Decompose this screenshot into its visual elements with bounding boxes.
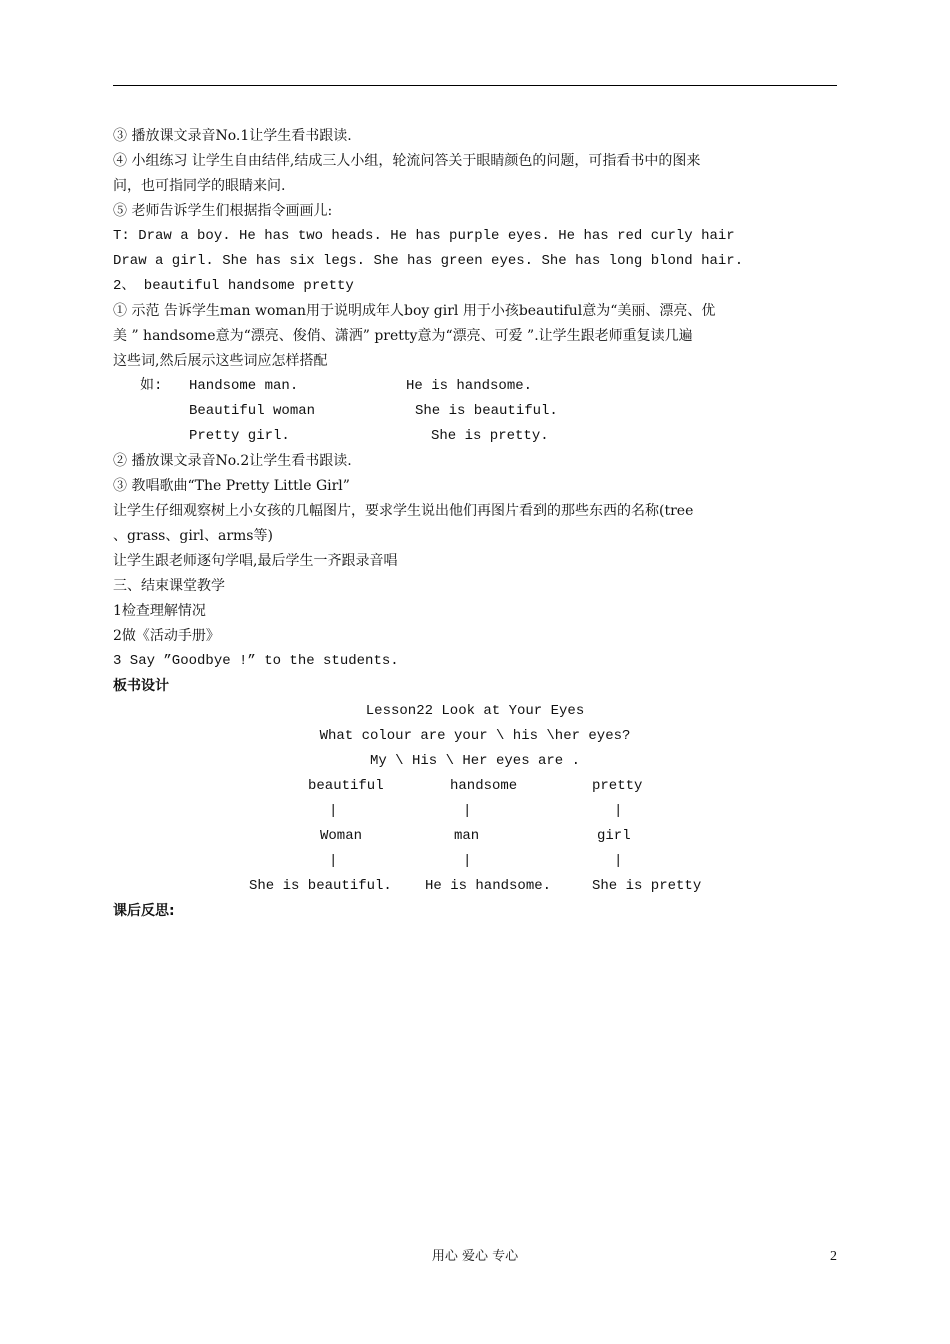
- board-connector: |: [463, 853, 472, 869]
- board-adjective: pretty: [592, 778, 643, 794]
- reflection-heading: 课后反思:: [113, 903, 175, 919]
- text-line: 2、 beautiful handsome pretty: [113, 278, 354, 294]
- section-heading: 三、结束课堂教学: [113, 578, 225, 594]
- board-noun: Woman: [320, 828, 363, 844]
- example-right: She is pretty.: [431, 428, 549, 444]
- board-noun: girl: [597, 828, 631, 844]
- board-sentence: She is pretty: [592, 878, 702, 894]
- board-title: Lesson22 Look at Your Eyes: [365, 703, 585, 719]
- text-line: Draw a girl. She has six legs. She has green eyes. She has long blond hair.: [113, 253, 744, 269]
- board-noun: man: [454, 828, 480, 844]
- text-line: 问，也可指同学的眼睛来问.: [113, 178, 286, 194]
- header-rule: [113, 85, 837, 86]
- text-line: ① 示范 告诉学生man woman用于说明成年人boy girl 用于小孩beautiful意为“美丽、漂亮、优: [113, 303, 716, 319]
- text-line: 让学生跟老师逐句学唱,最后学生一齐跟录音唱: [113, 553, 398, 569]
- board-connector: |: [329, 853, 338, 869]
- board-question: What colour are your \ his \her eyes?: [319, 728, 631, 744]
- example-left: Pretty girl.: [189, 428, 290, 444]
- text-line: 、grass、girl、arms等): [113, 528, 273, 544]
- example-left: Beautiful woman: [189, 403, 316, 419]
- page-footer: 用心 爱心 专心: [431, 1249, 519, 1264]
- board-adjective: handsome: [450, 778, 518, 794]
- text-line: 1检查理解情况: [113, 603, 206, 619]
- board-connector: |: [614, 803, 623, 819]
- board-connector: |: [614, 853, 623, 869]
- board-connector: |: [463, 803, 472, 819]
- text-line: ② 播放课文录音No.2让学生看书跟读.: [113, 453, 352, 469]
- board-sentence: She is beautiful.: [249, 878, 392, 894]
- text-line: 美 ” handsome意为“漂亮、俊俏、潇洒” pretty意为“漂亮、可爱 ”.让学生跟老师重复读几遍: [113, 328, 693, 344]
- text-line: 2做《活动手册》: [113, 628, 220, 644]
- example-right: She is beautiful.: [415, 403, 558, 419]
- page-number: 2: [830, 1249, 837, 1264]
- text-line: 让学生仔细观察树上小女孩的几幅图片，要求学生说出他们再图片看到的那些东西的名称(tree: [113, 503, 694, 519]
- example-left: Handsome man.: [189, 378, 299, 394]
- board-sentence: He is handsome.: [425, 878, 552, 894]
- text-line: ③ 播放课文录音No.1让学生看书跟读.: [113, 128, 352, 144]
- example-prefix: 如:: [140, 378, 163, 394]
- board-heading: 板书设计: [113, 678, 169, 694]
- text-line: ④ 小组练习 让学生自由结伴,结成三人小组，轮流问答关于眼睛颜色的问题，可指看书中的图来: [113, 153, 701, 169]
- board-connector: |: [329, 803, 338, 819]
- board-adjective: beautiful: [308, 778, 384, 794]
- example-right: He is handsome.: [406, 378, 533, 394]
- text-line: ③ 教唱歌曲“The Pretty Little Girl”: [113, 478, 350, 494]
- board-answer: My \ His \ Her eyes are .: [369, 753, 581, 769]
- text-line: ⑤ 老师告诉学生们根据指令画画儿:: [113, 203, 333, 219]
- text-line: 这些词,然后展示这些词应怎样搭配: [113, 353, 328, 369]
- text-line: 3 Say ”Goodbye !” to the students.: [113, 653, 399, 669]
- text-line: T: Draw a boy. He has two heads. He has purple eyes. He has red curly hair: [113, 228, 735, 244]
